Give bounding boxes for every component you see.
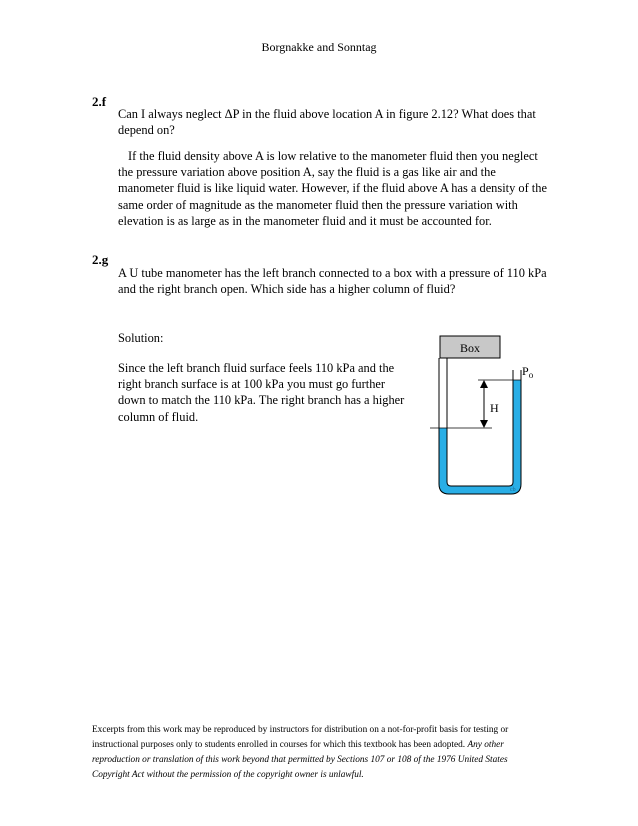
problem-answer: If the fluid density above A is low relative to the manometer fluid then you neglect the pressure variation above position A, say the fluid is a gas like air and the manometer fluid is like liquid water. However, if the fluid above A has a density of the same order of magnitude as the manometer fluid then the pressure variation with elevation is as large as in the manometer fluid and it must be accounted for. bbox=[118, 149, 547, 228]
solution-text: Since the left branch fluid surface feels 110 kPa and the right branch surface is at 100 kPa you must go further down to match the 110 kPa. The right branch has a higher column of fluid. bbox=[118, 361, 405, 424]
manometer-figure bbox=[430, 330, 540, 500]
height-label: H bbox=[490, 401, 499, 415]
problem-question: Can I always neglect ΔP in the fluid above location A in figure 2.12? What does that depend on? bbox=[118, 107, 536, 138]
solution-label: Solution: bbox=[118, 331, 164, 345]
footer-italic: Any other reproduction or translation of this work beyond that permitted by Sections 107 or 108 of the 1976 United States Copyright Act without the permission of the copyright owner is unlawful. bbox=[92, 740, 508, 780]
tube-inner-wall bbox=[447, 358, 513, 486]
pressure-label: $P_o$ bbox=[522, 364, 534, 380]
copyright-footer bbox=[92, 723, 546, 783]
problem-number: 2.g bbox=[92, 252, 109, 267]
footer-plain: Excerpts from this work may be reproduced by instructors for distribution on a not-for-profit basis for testing or instructional purposes only to students enrolled in courses for which this textbook has been adopted. bbox=[92, 725, 509, 750]
page-header: Borgnakke and Sonntag bbox=[261, 40, 377, 54]
manometer-fluid bbox=[439, 380, 521, 494]
corner-mark: cb bbox=[510, 487, 516, 493]
problem-question: A U tube manometer has the left branch connected to a box with a pressure of 110 kPa and the right branch open. Which side has a higher column of fluid? bbox=[118, 266, 547, 297]
box-label: Box bbox=[459, 341, 481, 355]
problem-number: 2.f bbox=[92, 94, 107, 109]
tube-outer-wall bbox=[439, 358, 521, 494]
